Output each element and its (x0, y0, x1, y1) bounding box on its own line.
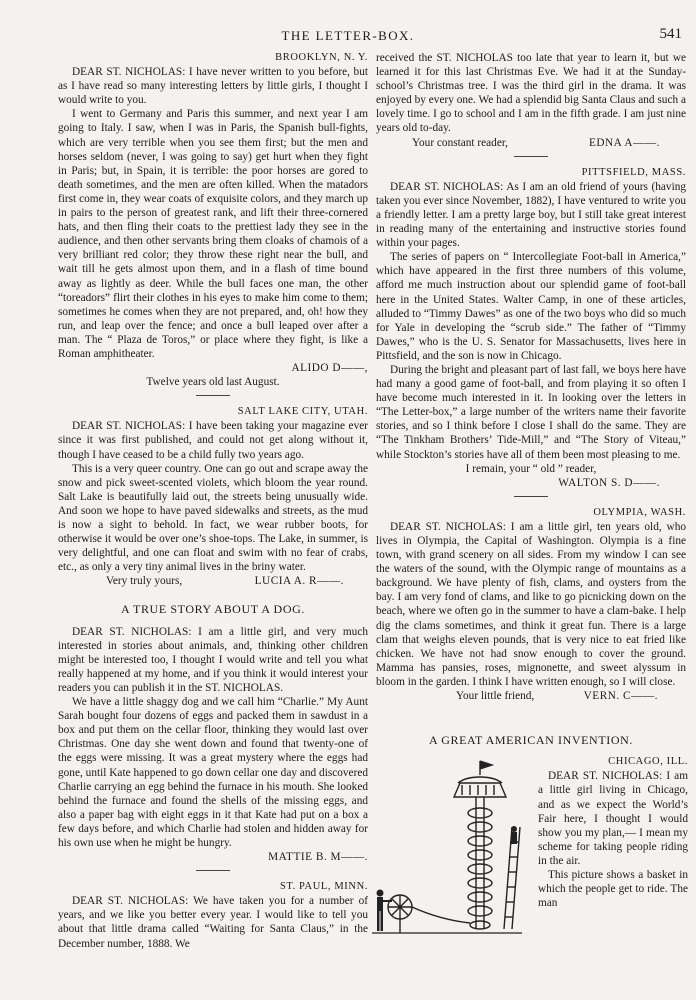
letter-paragraph: DEAR ST. NICHOLAS: I have been taking your magazine ever since it was first published, and could not get along without it, though I have ceased to be a child fully two years ago. (58, 420, 368, 461)
letter-brooklyn (58, 51, 368, 389)
letter-paragraph: We have a little shaggy dog and we call him “Charlie.” My Aunt Sarah bought four dozens of eggs and packed them in sawdust in a box and put them on the cellar floor, thinking they would last over Christmas. One day she went down and found that twenty-one of the eggs were missing. It was a great mystery where the eggs had gone, until Kate happened to go down cellar one day and discovered Charlie carrying an egg behind the furnace in his mouth. She looked behind the furnace and found the shells of the missing eggs, and also a paper bag with eight eggs in it that Kate had put on a box a few days before, and which Charlie had stolen and hidden away for his own use when he might be hungry. (58, 696, 368, 849)
divider (196, 395, 230, 396)
letter-paragraph: This picture shows a basket in which the people get to ride. The man (538, 868, 688, 910)
letter-place: SALT LAKE CITY, UTAH. (237, 406, 368, 418)
letter-paragraph: The series of papers on “ Intercollegiate Foot-ball in America,” which have appeared in the first three numbers of this volume, afford me much instruction about our splendid game of foot-ball here in the United States. Walter Camp, in one of these articles, alluded to “Timmy Dawes” as one of the two boys who did so much for Yale in developing the “scrub side.” The father of “Timmy Dawes,” who is the U. S. Senator for Massachusetts, lives here in Pittsfield, and the son is now in Chicago. (376, 251, 686, 362)
letter-olympia (376, 506, 686, 703)
letter-paragraph: DEAR ST. NICHOLAS: I am a little girl, and very much interested in stories about animals, and, thinking other children might be interested too, I thought I would write and tell you what really happened at my home, and if you think it would interest your readers you can publish it in the ST. NICHOLAS. (58, 625, 368, 694)
letter-pittsfield (376, 166, 686, 490)
letter-st-paul (58, 880, 368, 950)
letter-signature: Your constant reader, EDNA A——. (412, 136, 660, 149)
right-column (376, 51, 686, 955)
letter-paragraph: During the bright and pleasant part of last fall, we boys here have had many a good game of foot-ball, and from playing it so often I have become much interested in it. In looking over the letters in “The Letter-box,” a large number of the writers name their favorite stories, and so I think before I close I shall do the same. They are “The Tinkham Brothers’ Tide-Mill,” and “The Story of Viteau,” while Stockton’s stories have all of them been most pleasing to me. (376, 363, 686, 461)
letter-dog-story (58, 625, 368, 865)
divider (196, 870, 230, 871)
letter-place: PITTSFIELD, MASS. (581, 166, 686, 178)
letter-paragraph: DEAR ST. NICHOLAS: We have taken you for a number of years, and we like you better every year. I would like to tell you about that little drama called “Waiting for Santa Claus,” in the December number, 1888. We (58, 895, 368, 950)
letter-closing: I remain, your “ old ” reader, (465, 462, 597, 475)
letter-signature: WALTON S. D——. (558, 476, 660, 489)
section-title: A TRUE STORY ABOUT A DOG. (121, 602, 305, 617)
invention-illustration (372, 757, 544, 945)
page-number: 541 (659, 26, 682, 42)
letter-signature: Your little friend, VERN. C——. (456, 690, 658, 703)
letter-paragraph: This is a very queer country. One can go out and scrape away the snow and pick sweet-scented violets, which bloom the year round. Salt Lake is beautifully laid out, the streets being unusually wide. And soon we hope to have paved sidewalks and streets, as the mud is now a sight to behold. In fact, we wear rubber boots, for otherwise it would be over one’s shoe-tops. The Lake, in summer, is very delightful, and one can float and swim with no fear of crabs, etc., as only a very tiny animal lives in the briny water. (58, 462, 368, 574)
running-head: THE LETTER-BOX. (281, 28, 415, 43)
divider (514, 496, 548, 497)
divider (514, 156, 548, 157)
letter-text (538, 755, 688, 910)
letter-paragraph: I went to Germany and Paris this summer, and next year I am going to Italy. I saw, when I was in Paris, the Spanish bull-fights, which are very terrible when you see them first; but the men and horses seldom (never, I was going to say) get hurt when they fight in Paris; but, in Spain, it is terrible: the poor horses are gored to death sometimes, and the men are often killed. When the matadors first come in, they wear coats of exquisite colors, and they march up in pairs to the person of greatest rank, and lift their three-cornered hats, and then fling their coats to the prettiest lady they see in the audience, and then other servants bring them cloaks of chamois of a very brilliant red color; they throw these right near the bull, and wait till he gets almost upon them, and in a flash of time bound away as lightly as deer. While the bull faces one man, the other “toreadors” flirt their clothes in his eyes to make him come to them; sometimes he comes when they are not prepared, and, oh! how they run, and leap over the fence; and once a bull leaped over after a man. The “ Plaza de Toros,” or place where they fight, is like a Roman amphitheater. (58, 108, 368, 360)
letter-paragraph: received the ST. NICHOLAS too late that year to learn it, but we learned it for this last Christmas Eve. We had it at the Sunday-school’s Christmas tree. I was the third girl in the drama. It was enjoyed by every one. We had a splendid big Santa Claus and such a lovely time. I go to school and I am in the fifth grade. I am just nine years old to-day. (376, 52, 686, 135)
letter-place: OLYMPIA, WASH. (593, 506, 686, 518)
letter-place: ST. PAUL, MINN. (279, 881, 368, 893)
letter-signature: ALIDO D——, (291, 362, 368, 375)
letter-place: CHICAGO, ILL. (608, 756, 688, 768)
letter-paragraph: DEAR ST. NICHOLAS: I am a little girl, ten years old, who lives in Olympia, the Capital of Washington. Olympia is a fine town, with grand scenery on all sides. From my window I can see the waters of the sound, with the Olympic range of mountains as a background. We have plenty of fish, clams, and oysters from the bay. I am very fond of clams, and like to go picnicking down on the beach, where we often go in the summer to have a clam-bake. I help dig the clams sometimes, and think it great fun. There is a large clam that weighs eleven pounds, that is very nice to eat fried like chicken. We have not had snow enough to cover the ground. Mamma has pansies, roses, mignonette, and sweet alyssum in bloom in the garden. I think I have written enough, so I will close. (376, 520, 686, 688)
letter-paragraph: DEAR ST. NICHOLAS: I have never written to you before, but as I have read so many interesting letters by little girls, I thought I would write to you. (58, 66, 368, 107)
letter-signature: Very truly yours, LUCIA A. R——. (106, 575, 344, 588)
letter-paragraph: DEAR ST. NICHOLAS: I am a little girl living in Chicago, and as we expect the World’s Fair here, I thought I would show you my plan,— I mean my scheme for taking people riding in the air. (538, 770, 688, 867)
section-title: A GREAT AMERICAN INVENTION. (429, 733, 633, 748)
letter-salt-lake (58, 405, 368, 588)
letter-st-paul-continued (376, 51, 686, 150)
letter-place: BROOKLYN, N. Y. (275, 52, 368, 63)
left-column (58, 51, 368, 951)
letter-signature: MATTIE B. M——. (268, 851, 368, 864)
signature-note: Twelve years old last August. (146, 376, 280, 389)
letter-chicago (376, 755, 686, 955)
letter-paragraph: DEAR ST. NICHOLAS: As I am an old friend of yours (having taken you ever since November, 1882), I have ventured to write you a friendly letter. I am a pretty large boy, but I still take great interest in reading many of the entertaining and instructive stories found within your pages. (376, 180, 686, 250)
